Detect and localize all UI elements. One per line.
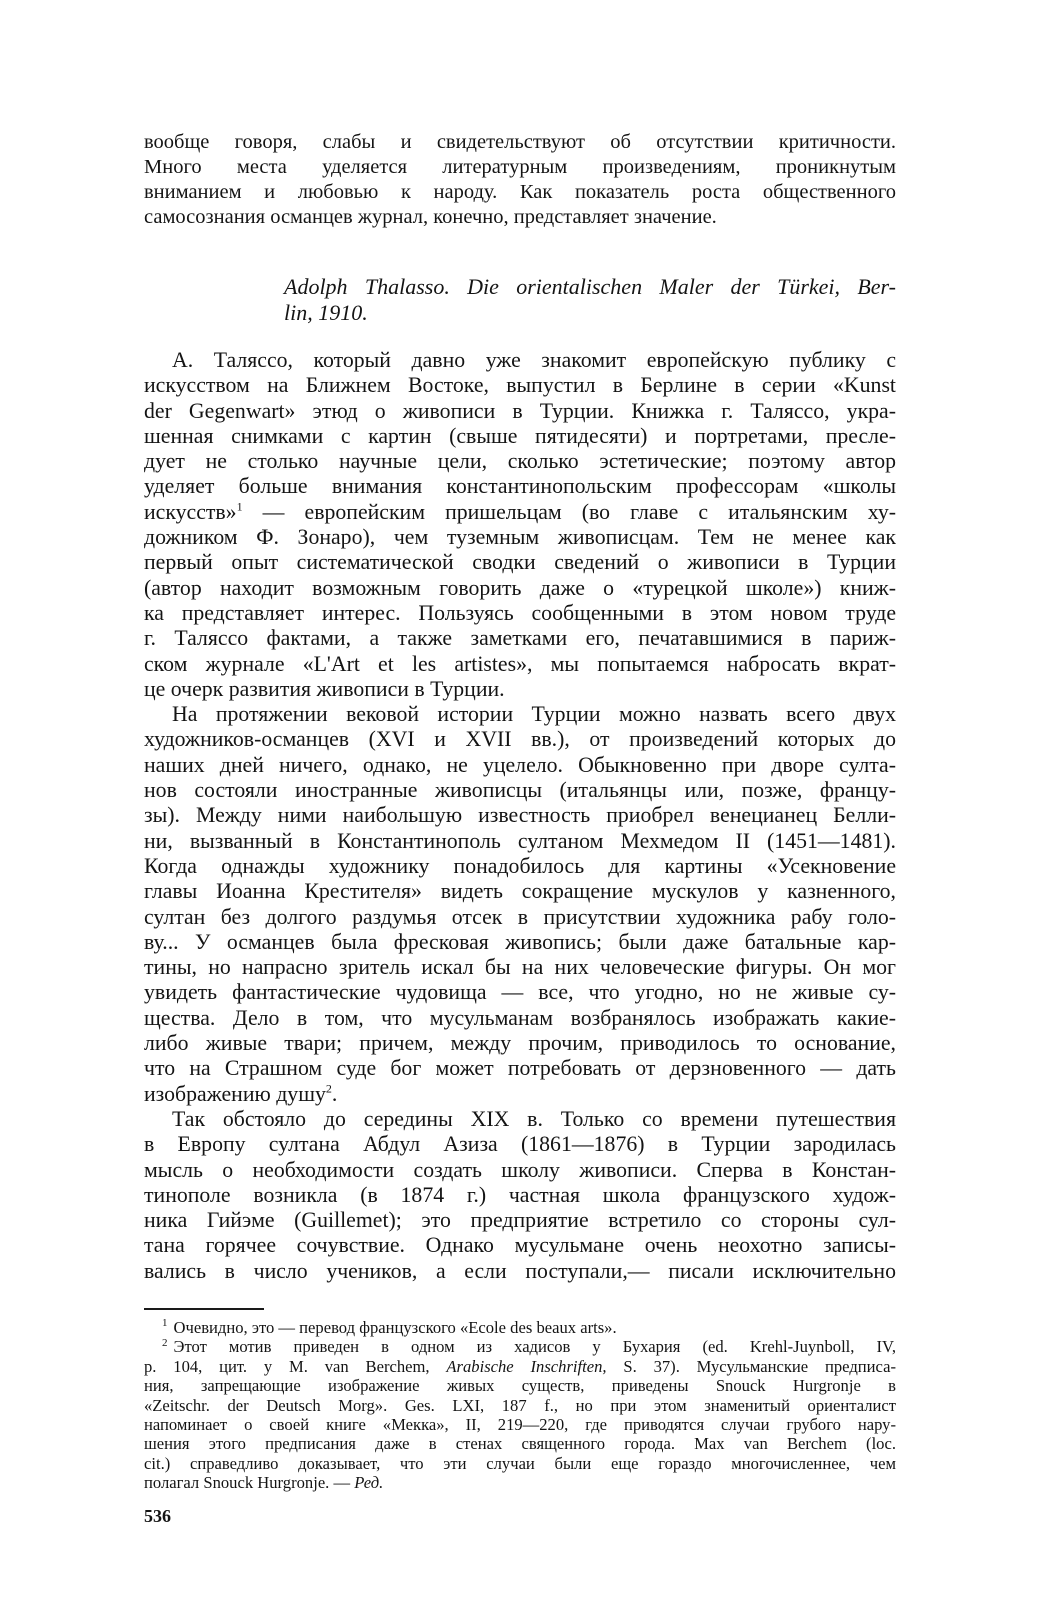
text-line: султан без долгого раздумья отсек в присутствии художника рабу голо-	[144, 904, 896, 929]
text-line: ни, вызванный в Константинополь султаном Мехмедом II (1451—1481).	[144, 828, 896, 853]
text-line: це очерк развития живописи в Турции.	[144, 676, 505, 701]
review-text	[144, 348, 896, 1284]
footnote-line	[144, 1473, 896, 1492]
text-line: искусством на Ближнем Востоке, выпустил в Берлине в серии «Kunst	[144, 373, 896, 398]
footnote-mark: 1	[162, 1317, 168, 1330]
editor-mark: Ред.	[354, 1473, 384, 1493]
text-line: вообще говоря, слабы и свидетельствуют об отсутствии критичности.	[144, 131, 896, 153]
text-line: зы). Между ними наибольшую известность приобрел венецианец Белли-	[144, 803, 896, 828]
text-line: либо живые твари; причем, между прочим, приводилось то основание,	[144, 1031, 896, 1056]
reference-line: Adolph Thalasso. Die orientalischen Maler der Türkei, Ber-	[284, 274, 896, 299]
text-line: что на Страшном суде бог может потребовать от дерзновенного — дать	[144, 1056, 896, 1081]
continued-paragraph	[144, 130, 896, 230]
text-line: ка представляет интерес. Пользуясь сообщенными в этом новом труде	[144, 600, 896, 625]
footnote-2	[144, 1337, 896, 1356]
text-line: (автор находит возможным говорить даже о «турецкой школе») книж-	[144, 575, 896, 600]
text-segment: искусств»	[144, 499, 237, 524]
text-line: г. Таляссо фактами, а также заметками его, печатавшимися в париж-	[144, 626, 896, 651]
text-line: ву... У османцев была фресковая живопись; были даже батальные кар-	[144, 929, 896, 954]
text-line: уделяет больше внимания константинопольским профессорам «школы	[144, 474, 896, 499]
text-segment: полагал Snouck Hurgronje. —	[144, 1473, 355, 1493]
text-line: тинополе возникла (в 1874 г.) частная школа французского худож-	[144, 1182, 896, 1207]
footnote-ref-2[interactable]: 2	[325, 1081, 332, 1096]
page-number: 536	[144, 1505, 171, 1526]
text-line: мысль о необходимости создать школу живописи. Сперва в Констан-	[144, 1157, 896, 1182]
paragraph-2	[144, 702, 896, 1107]
text-line: дожником Ф. Зонаро), чем туземным живописцам. Тем не менее как	[144, 525, 896, 550]
text-line: тины, но напрасно зритель искал бы на них человеческие фигуры. Он мог	[144, 955, 896, 980]
text-segment: p. 104, цит. у M. van Berchem,	[144, 1356, 447, 1376]
text-line: Так обстояло до середины XIX в. Только со времени путешествия	[172, 1106, 896, 1131]
footnote-line	[144, 1357, 896, 1376]
footnote-line: cit.) справедливо доказывает, что эти случаи были еще гораздо многочисленнее, чем	[144, 1453, 896, 1473]
footnote-ref-1[interactable]: 1	[236, 499, 243, 514]
paragraph-1	[144, 348, 896, 702]
text-segment: .	[331, 1081, 338, 1106]
text-line	[144, 1082, 896, 1107]
text-line: художников-османцев (XVI и XVII вв.), от произведений которых до	[144, 727, 896, 752]
footnote-text: Этот мотив приведен в одном из хадисов у Бухария (ed. Krehl-Juynboll, IV,	[173, 1337, 896, 1357]
text-line: самосознания османцев журнал, конечно, представляет значение.	[144, 206, 717, 228]
footnote-divider	[144, 1308, 264, 1310]
text-line: Когда однажды художнику понадобилось для картины «Усекновение	[144, 853, 896, 878]
footnote-text: Очевидно, это — перевод французского «Ecole des beaux arts».	[173, 1317, 617, 1337]
text-line: в Европу султана Абдул Азиза (1861—1876) в Турции зародилась	[144, 1132, 896, 1157]
text-line: На протяжении вековой истории Турции можно назвать всего двух	[172, 702, 896, 727]
text-line: щества. Дело в том, что мусульманам возбранялось изображать какие-	[144, 1005, 896, 1030]
book-page	[144, 130, 896, 1527]
footnote-1	[144, 1318, 896, 1337]
text-line: увидеть фантастические чудовища — все, что угодно, но не живые су-	[144, 980, 896, 1005]
text-line: главы Иоанна Крестителя» видеть сокращение мускулов у казненного,	[144, 879, 896, 904]
footnote-line: «Zeitschr. der Deutsch Morg». Ges. LXI, 187 f., но при этом знаменитый ориенталист	[144, 1395, 896, 1415]
text-line: Много места уделяется литературным произведениям, проникнутым	[144, 156, 896, 178]
text-line: А. Таляссо, который давно уже знакомит европейскую публику с	[172, 348, 896, 372]
text-line: вались в число учеников, а если поступали,— писали исключительно	[144, 1258, 896, 1283]
text-line: дует не столько научные цели, сколько эстетические; поэтому автор	[144, 449, 896, 474]
paragraph-3	[144, 1107, 896, 1284]
text-line: шенная снимками с картин (свыше пятидесяти) и портретами, пресле-	[144, 423, 896, 448]
footnote-line: ния, запрещающие изображение живых существ, приведены Snouck Hurgronje в	[144, 1376, 896, 1396]
text-line: der Gegenwart» этюд о живописи в Турции. Книжка г. Таляссо, укра-	[144, 398, 896, 423]
text-segment: — европейским пришельцам (во главе с итальянским ху-	[262, 499, 896, 524]
book-reference	[284, 274, 896, 326]
footnote-line: шения этого предписания даже в стенах священного города. Max van Berchem (loc.	[144, 1434, 896, 1454]
footnotes	[144, 1318, 896, 1493]
text-segment: S. 37). Мусульманские предписа-	[606, 1356, 896, 1376]
text-line: наших дней ничего, однако, не уцелело. Обыкновенно при дворе султа-	[144, 752, 896, 777]
footnote-line: напоминает о своей книге «Мекка», II, 219—220, где приводятся случаи грубого нару-	[144, 1415, 896, 1435]
text-line: вниманием и любовью к народу. Как показатель роста общественного	[144, 181, 896, 203]
reference-line: lin, 1910.	[284, 300, 368, 325]
text-line: ника Гийэме (Guillemet); это предприятие встретило со стороны сул-	[144, 1208, 896, 1233]
text-line	[144, 500, 896, 525]
text-line: ском журнале «L'Art et les artistes», мы попытаемся набросать вкрат-	[144, 651, 896, 676]
text-line: нов состояли иностранные живописцы (итальянцы или, позже, францу-	[144, 778, 896, 803]
footnote-mark: 2	[162, 1336, 168, 1349]
text-segment: изображению душу	[144, 1081, 326, 1106]
text-line: тана горячее сочувствие. Однако мусульмане очень неохотно записы-	[144, 1233, 896, 1258]
italic-title: Arabische Inschriften,	[446, 1356, 607, 1376]
text-line: первый опыт систематической сводки сведений о живописи в Турции	[144, 550, 896, 575]
